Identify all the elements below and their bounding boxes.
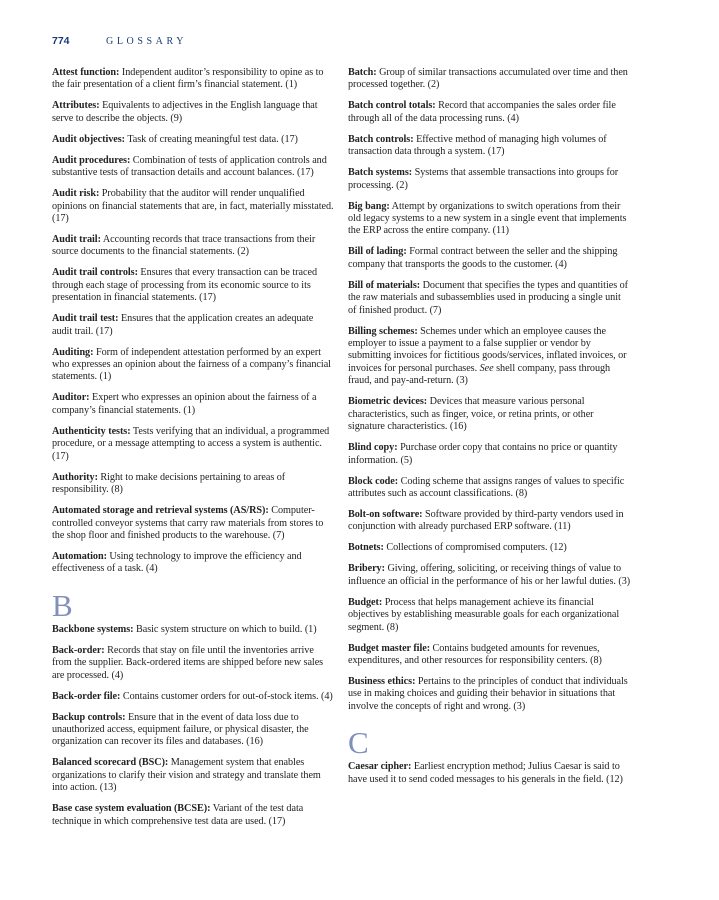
glossary-entry xyxy=(348,67,631,92)
glossary-entry xyxy=(52,505,334,542)
glossary-definition: Tests verifying that an individual, a programmed procedure, or a message attempting to access a system is authentic. (17) xyxy=(52,425,330,462)
glossary-entry xyxy=(52,691,334,703)
page-number: 774 xyxy=(52,35,70,47)
glossary-definition: Form of independent attestation performed by an expert who expresses an opinion about the fairness of a company’s financial statements. (1) xyxy=(52,346,331,383)
glossary-definition: Computer-controlled conveyor systems that carry raw materials from stores to the shop floor and finished products to the warehouse. (7) xyxy=(52,505,324,541)
glossary-column-left xyxy=(52,67,334,837)
glossary-definition: Probability that the auditor will render unqualified opinions on financial statements that are, in fact, materially misstated. (17) xyxy=(52,188,334,225)
glossary-entry xyxy=(348,396,631,433)
glossary-definition: Attempt by organizations to switch operations from their old legacy systems to a new system in a single event that implements the ERP across the entire company. (11) xyxy=(348,200,627,237)
glossary-definition: Independent auditor’s responsibility to opine as to the fair presentation of a client firm’s financial statement. (1) xyxy=(52,67,324,91)
glossary-entry xyxy=(348,167,631,192)
glossary-definition: Accounting records that trace transactions from their source documents to the financial statements. (2) xyxy=(52,234,316,258)
glossary-term: Batch controls: xyxy=(348,133,414,145)
glossary-entry xyxy=(52,757,334,794)
glossary-term: Audit objectives: xyxy=(52,133,125,145)
glossary-term: Audit trail test: xyxy=(52,313,119,325)
glossary-definition: Coding scheme that assigns ranges of values to specific attributes such as account classifications. (8) xyxy=(348,475,625,499)
glossary-definition: Schemes under which an employee causes the employer to issue a payment to a false supplier or vendor by submitting invoices for fictitious goods/services, inflated invoices, or invoices for personal purchases. xyxy=(348,325,627,374)
glossary-entry xyxy=(52,803,334,828)
glossary-entry xyxy=(348,134,631,159)
glossary-definition: Software provided by third-party vendors used in conjunction with already purchased ERP software. (11) xyxy=(348,508,624,533)
glossary-term: Auditing: xyxy=(52,346,94,358)
glossary-entry xyxy=(348,100,631,125)
glossary-entry xyxy=(348,476,631,501)
glossary-term: Attest function: xyxy=(52,67,120,78)
glossary-definition: Management system that enables organizations to clarify their vision and strategy and translate them into action. (13) xyxy=(52,757,321,794)
glossary-entry xyxy=(52,551,334,576)
glossary-definition: Document that specifies the types and quantities of the raw materials and subassemblies used in producing a single unit of finished product. (7) xyxy=(348,279,628,316)
glossary-term: Budget: xyxy=(348,596,383,608)
glossary-entry xyxy=(348,761,631,786)
glossary-definition: Combination of tests of application controls and substantive tests of transaction details and account balances. (17) xyxy=(52,154,327,179)
running-header-title: GLOSSARY xyxy=(106,36,188,47)
glossary-term: Batch control totals: xyxy=(348,100,436,112)
glossary-definition: Systems that assemble transactions into groups for processing. (2) xyxy=(348,167,619,191)
section-letter-b: B xyxy=(52,587,73,623)
glossary-definition: Task of creating meaningful test data. (17) xyxy=(127,133,298,145)
glossary-definition: Records that stay on file until the inventories arrive from the supplier. Back-ordered items are shipped before new sales are processed. (4) xyxy=(52,644,324,681)
glossary-entry xyxy=(348,280,631,317)
glossary-definition: Purchase order copy that contains no price or quantity information. (5) xyxy=(348,442,618,466)
glossary-definition: Effective method of managing high volumes of transaction data through a system. (17) xyxy=(348,133,607,158)
glossary-term: Audit trail: xyxy=(52,234,101,246)
glossary-term: Block code: xyxy=(348,475,399,487)
glossary-definition: Equivalents to adjectives in the English language that serve to describe the objects. (9) xyxy=(52,100,318,124)
glossary-term: Back-order: xyxy=(52,644,105,656)
glossary-term: Automated storage and retrieval systems (AS/RS): xyxy=(52,505,269,517)
glossary-term: Caesar cipher: xyxy=(348,761,412,773)
glossary-entry xyxy=(348,643,631,668)
glossary-entry xyxy=(348,326,631,388)
glossary-definition: Variant of the test data technique in which comprehensive test data are used. (17) xyxy=(52,803,304,827)
glossary-entry xyxy=(348,542,631,554)
glossary-term: Audit trail controls: xyxy=(52,267,138,279)
glossary-term: Backup controls: xyxy=(52,711,126,723)
glossary-definition: Earliest encryption method; Julius Caesar is said to have used it to send coded messages to his generals in the field. (12) xyxy=(348,761,623,785)
glossary-definition: Pertains to the principles of conduct that individuals use in making choices and guiding their behavior in situations that involve the concepts of right and wrong. (3) xyxy=(348,675,628,712)
glossary-entry xyxy=(52,313,334,338)
glossary-term: Botnets: xyxy=(348,542,384,554)
glossary-definition: Expert who expresses an opinion about the fairness of a company’s financial statements. (1) xyxy=(52,392,317,416)
glossary-entry xyxy=(52,426,334,463)
glossary-entry xyxy=(52,347,334,384)
glossary-entry xyxy=(52,100,334,125)
glossary-term: Authenticity tests: xyxy=(52,425,131,437)
glossary-definition: Record that accompanies the sales order file through all of the data processing runs. (4) xyxy=(348,100,616,124)
glossary-entry xyxy=(52,67,334,92)
glossary-entry xyxy=(52,134,334,146)
glossary-definition: Ensures that the application creates an adequate audit trail. (17) xyxy=(52,313,314,337)
glossary-term: Balanced scorecard (BSC): xyxy=(52,757,169,769)
glossary-entry xyxy=(52,267,334,304)
glossary-entry xyxy=(348,201,631,238)
glossary-entry xyxy=(348,563,631,588)
glossary-entry xyxy=(348,246,631,271)
glossary-definition: Formal contract between the seller and the shipping company that transports the goods to the customer. (4) xyxy=(348,246,618,270)
glossary-term: Batch systems: xyxy=(348,167,413,179)
glossary-definition: Devices that measure various personal characteristics, such as finger, voice, or retina prints, or other signature characteristics. (16) xyxy=(348,396,594,433)
glossary-entry xyxy=(348,676,631,713)
glossary-term: Biometric devices: xyxy=(348,396,428,408)
glossary-definition: Ensures that every transaction can be traced through each stage of processing from its economic source to its presentation in financial statements. (17) xyxy=(52,267,317,304)
see-reference-label: See xyxy=(479,362,494,374)
glossary-definition: Process that helps management achieve its financial objectives by establishing measurable goals for each organizational segment. (8) xyxy=(348,596,620,633)
glossary-term: Auditor: xyxy=(52,392,90,404)
glossary-definition: Contains customer orders for out-of-stock items. (4) xyxy=(122,690,333,702)
glossary-entry xyxy=(52,188,334,225)
glossary-entry xyxy=(52,392,334,417)
glossary-term: Budget master file: xyxy=(348,642,431,654)
glossary-definition: Ensure that in the event of data loss due to unauthorized access, equipment failure, or physical disaster, the organization can recover its files and databases. (16) xyxy=(52,711,309,748)
glossary-term: Bribery: xyxy=(348,563,385,575)
glossary-term: Billing schemes: xyxy=(348,325,418,337)
glossary-term: Bolt-on software: xyxy=(348,508,423,520)
glossary-entry xyxy=(52,472,334,497)
glossary-definition: Basic system structure on which to build. (1) xyxy=(136,623,317,635)
see-reference-terms: shell company, pass through fraud, and pay-and-return. (3) xyxy=(348,362,611,387)
glossary-definition: Giving, offering, soliciting, or receiving things of value to influence an official in the performance of his or her lawful duties. (3) xyxy=(348,563,631,587)
glossary-definition: Collections of compromised computers. (12) xyxy=(386,542,567,554)
glossary-term: Base case system evaluation (BCSE): xyxy=(52,803,211,815)
glossary-term: Attributes: xyxy=(52,100,100,112)
glossary-entry xyxy=(52,624,334,636)
glossary-term: Audit procedures: xyxy=(52,154,131,166)
glossary-term: Back-order file: xyxy=(52,690,121,702)
glossary-entry xyxy=(52,234,334,259)
glossary-definition: Contains budgeted amounts for revenues, expenditures, and other resources for responsibility centers. (8) xyxy=(348,642,602,666)
glossary-entry xyxy=(52,645,334,682)
glossary-term: Authority: xyxy=(52,471,98,483)
glossary-definition: Right to make decisions pertaining to areas of responsibility. (8) xyxy=(52,471,286,496)
section-letter-c: C xyxy=(348,725,369,761)
glossary-entry xyxy=(348,509,631,534)
glossary-entry xyxy=(52,155,334,180)
glossary-entry xyxy=(348,597,631,634)
glossary-term: Big bang: xyxy=(348,200,390,212)
glossary-term: Batch: xyxy=(348,67,377,78)
glossary-term: Bill of materials: xyxy=(348,279,421,291)
glossary-term: Business ethics: xyxy=(348,675,416,687)
glossary-definition: Using technology to improve the efficiency and effectiveness of a task. (4) xyxy=(52,550,302,575)
glossary-column-right xyxy=(348,67,631,795)
glossary-term: Bill of lading: xyxy=(348,246,407,258)
glossary-definition: Group of similar transactions accumulated over time and then processed together. (2) xyxy=(348,67,628,91)
glossary-term: Audit risk: xyxy=(52,188,100,200)
glossary-entry xyxy=(348,442,631,467)
glossary-entry xyxy=(52,712,334,749)
glossary-term: Backbone systems: xyxy=(52,623,134,635)
glossary-term: Automation: xyxy=(52,550,107,562)
glossary-term: Blind copy: xyxy=(348,442,398,454)
